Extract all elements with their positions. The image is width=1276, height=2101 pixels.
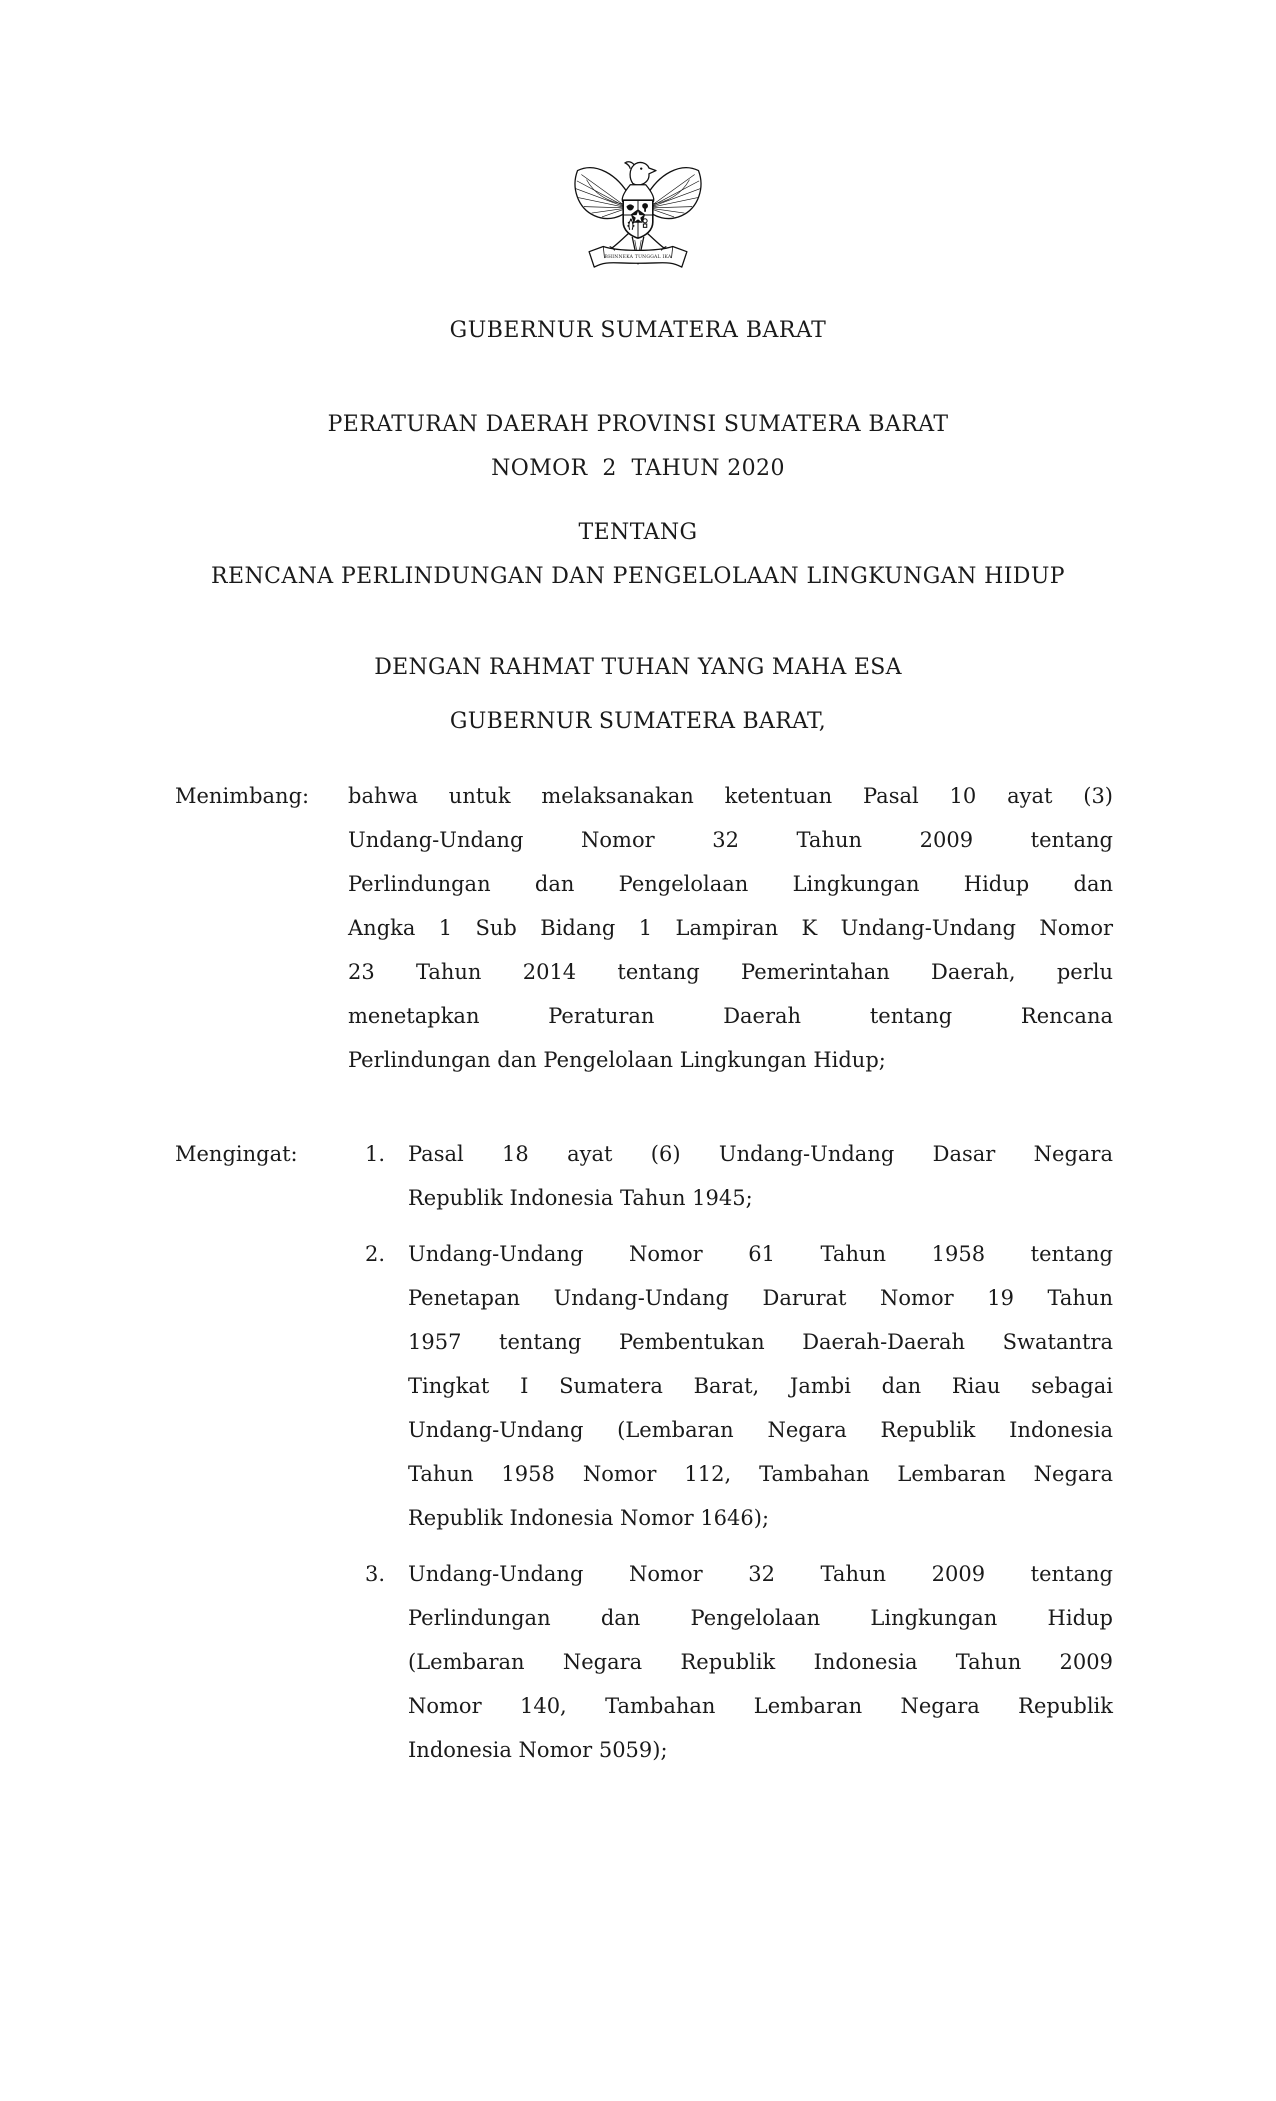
institution-title: GUBERNUR SUMATERA BARAT [449,318,827,343]
item-line: 1957 tentang Pembentukan Daerah-Daerah Swatantra [408,1330,1113,1354]
mengingat-section [0,1132,1276,1772]
preamble [0,646,1276,744]
item-line: Republik Indonesia Nomor 1646); [408,1506,770,1530]
mengingat-list [348,1132,1113,1772]
item-line: Tingkat I Sumatera Barat, Jambi dan Riau sebagai [408,1374,1113,1398]
item-line: Penetapan Undang-Undang Darurat Nomor 19 Tahun [408,1286,1113,1310]
item-line: Indonesia Nomor 5059); [408,1738,668,1762]
item-text [408,1552,1113,1772]
item-text [408,1132,1113,1220]
item-line: Undang-Undang Nomor 61 Tahun 1958 tentang [408,1242,1113,1266]
menimbang-line: menetapkan Peraturan Daerah tentang Rencana [348,1004,1113,1028]
item-number: 3. [365,1562,386,1586]
menimbang-line: Perlindungan dan Pengelolaan Lingkungan Hidup; [348,1048,886,1072]
item-line: Undang-Undang (Lembaran Negara Republik Indonesia [408,1418,1113,1442]
item-line: Undang-Undang Nomor 32 Tahun 2009 tentang [408,1562,1113,1586]
regulation-title-block [0,403,1276,599]
menimbang-line: bahwa untuk melaksanakan ketentuan Pasal 10 ayat (3) [348,784,1113,808]
menimbang-line: Perlindungan dan Pengelolaan Lingkungan Hidup dan [348,872,1113,896]
item-line: Pasal 18 ayat (6) Undang-Undang Dasar Negara [408,1142,1113,1166]
item-number: 2. [365,1242,386,1266]
mengingat-item [348,1232,1113,1540]
tentang-label: TENTANG [578,520,698,545]
item-text [408,1232,1113,1540]
menimbang-line: Angka 1 Sub Bidang 1 Lampiran K Undang-Undang Nomor [348,916,1113,940]
menimbang-label: Menimbang: [175,784,310,808]
mengingat-item [348,1132,1113,1220]
regulation-title: PERATURAN DAERAH PROVINSI SUMATERA BARAT [327,412,949,437]
item-number: 1. [365,1142,386,1166]
item-line: Nomor 140, Tambahan Lembaran Negara Republik [408,1694,1113,1718]
invocation-line: DENGAN RAHMAT TUHAN YANG MAHA ESA [374,655,902,680]
garuda-emblem-icon [567,150,709,298]
mengingat-label: Mengingat: [175,1142,298,1166]
regulation-subject: RENCANA PERLINDUNGAN DAN PENGELOLAAN LINGKUNGAN HIDUP [211,564,1065,589]
emblem-motto: BHINNEKA TUNGGAL IKA [604,255,672,261]
menimbang-paragraph [348,774,1113,1082]
authority-line: GUBERNUR SUMATERA BARAT, [449,709,827,734]
regulation-number: NOMOR 2 TAHUN 2020 [491,456,785,481]
item-line: Republik Indonesia Tahun 1945; [408,1186,753,1210]
menimbang-line: Undang-Undang Nomor 32 Tahun 2009 tentang [348,828,1113,852]
item-line: Tahun 1958 Nomor 112, Tambahan Lembaran Negara [408,1462,1113,1486]
mengingat-item [348,1552,1113,1772]
item-line: Perlindungan dan Pengelolaan Lingkungan Hidup [408,1606,1113,1630]
menimbang-line: 23 Tahun 2014 tentang Pemerintahan Daerah, perlu [348,960,1113,984]
emblem-container [0,0,1276,303]
item-line: (Lembaran Negara Republik Indonesia Tahun 2009 [408,1650,1113,1674]
menimbang-section [0,774,1276,1082]
